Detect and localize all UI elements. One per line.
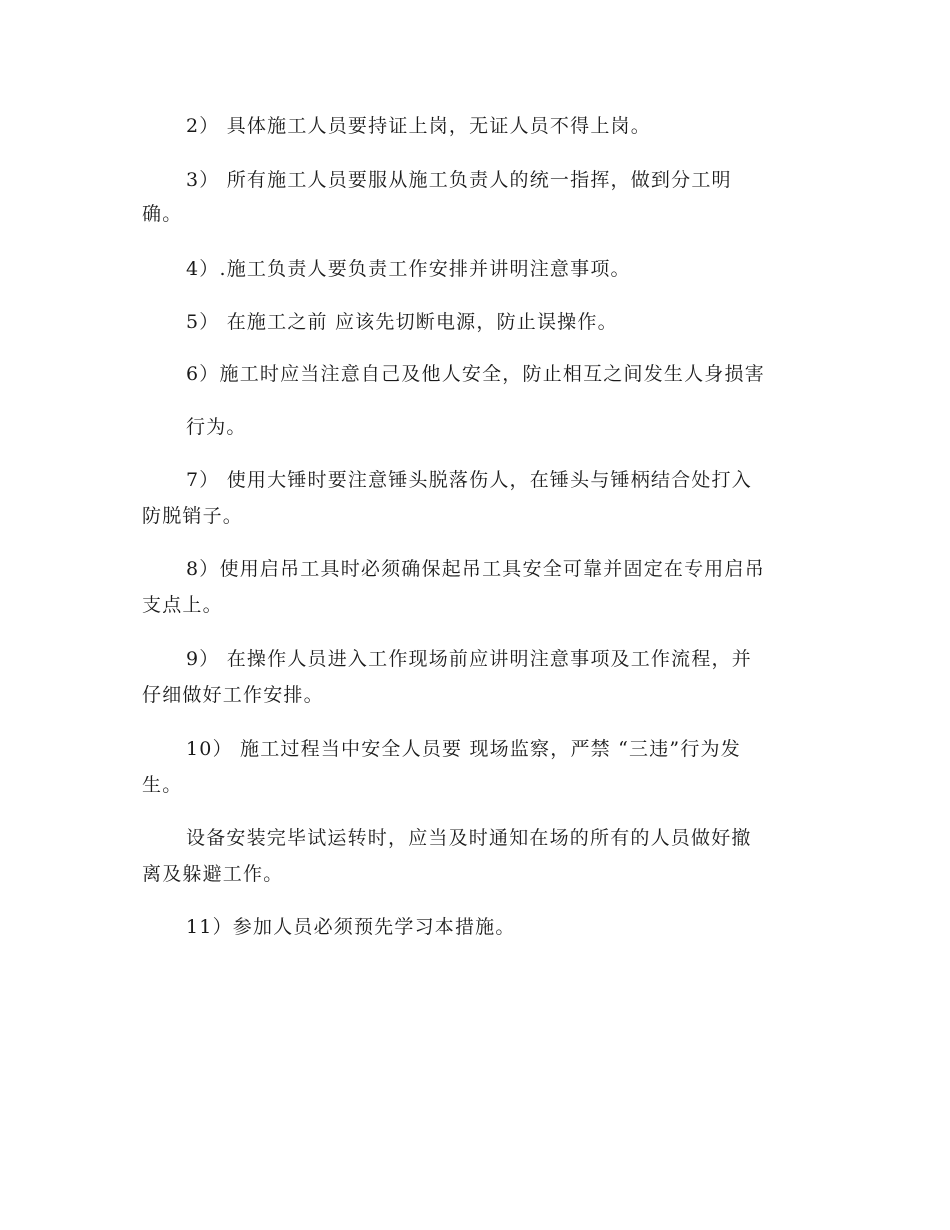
item-8-line-1: 8）使用启吊工具时必须确保起吊工具安全可靠并固定在专用启吊 — [186, 558, 765, 580]
item-6-line-2: 行为。 — [186, 416, 247, 438]
item-7-line-2: 防脱销子。 — [142, 505, 244, 527]
equipment-note-line-1: 设备安装完毕试运转时，应当及时通知在场的所有的人员做好撤 — [186, 827, 752, 849]
item-5-line-1: 5） 在施工之前 应该先切断电源，防止误操作。 — [186, 311, 618, 333]
equipment-note-line-2: 离及躲避工作。 — [142, 863, 284, 885]
item-3-line-2: 确。 — [142, 203, 183, 225]
item-10-line-1: 10） 施工过程当中安全人员要 现场监察，严禁 “三违”行为发 — [186, 738, 741, 760]
item-11-line-1: 11）参加人员必须预先学习本措施。 — [186, 916, 516, 938]
item-6-line-1: 6）施工时应当注意自己及他人安全，防止相互之间发生人身损害 — [186, 363, 765, 385]
item-4-line-1: 4）.施工负责人要负责工作安排并讲明注意事项。 — [186, 258, 631, 280]
item-7-line-1: 7） 使用大锤时要注意锤头脱落伤人，在锤头与锤柄结合处打入 — [186, 469, 752, 491]
item-9-line-2: 仔细做好工作安排。 — [142, 684, 324, 706]
item-3-line-1: 3） 所有施工人员要服从施工负责人的统一指挥，做到分工明 — [186, 169, 732, 191]
item-2-line-1: 2） 具体施工人员要持证上岗，无证人员不得上岗。 — [186, 115, 651, 137]
item-9-line-1: 9） 在操作人员进入工作现场前应讲明注意事项及工作流程，并 — [186, 648, 752, 670]
item-10-line-2: 生。 — [142, 774, 183, 796]
item-8-line-2: 支点上。 — [142, 594, 223, 616]
